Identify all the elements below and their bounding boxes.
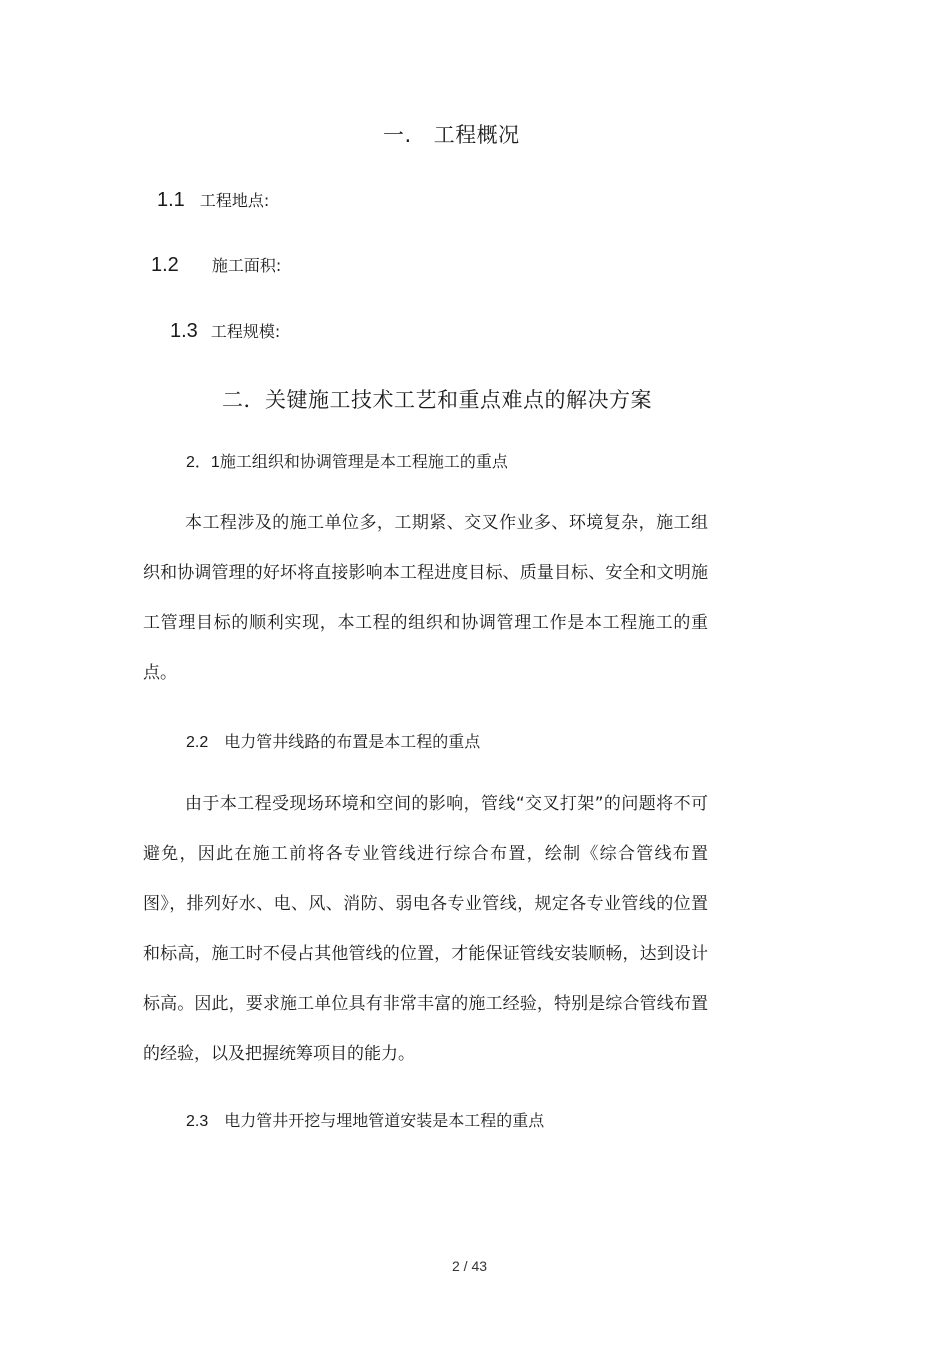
section-label: 工程地点: <box>199 191 270 210</box>
subsection-title: 施工组织和协调管理是本工程施工的重点 <box>219 452 508 471</box>
page-indicator: 2 / 43 <box>452 1258 488 1274</box>
subsection-heading <box>186 1108 544 1131</box>
subsection-number: 2．1 <box>186 454 220 471</box>
section-label: 工程规模: <box>210 322 281 341</box>
subsection-heading <box>186 729 480 752</box>
section-item <box>170 319 280 343</box>
section-number: 1.2 <box>151 254 179 276</box>
section-item <box>157 188 269 212</box>
chapter-title: 工程概况 <box>433 123 520 147</box>
subsection-number: 2.3 <box>186 1113 209 1130</box>
paragraph: 由于本工程受现场环境和空间的影响，管线“交叉打架”的问题将不可避免，因此在施工前将各专业管线进行综合布置，绘制《综合管线布置图》，排列好水、电、风、消防、弱电各专业管线，规定各专业管线的位置和标高，施工时不侵占其他管线的位置，才能保证管线安装顺畅，达到设计标高。因此，要求施工单位具有非常丰富的施工经验，特别是综合管线布置的经验，以及把握统筹项目的能力。 <box>143 794 708 1064</box>
section-item <box>151 253 281 277</box>
section-label: 施工面积: <box>211 256 282 275</box>
paragraph: 本工程涉及的施工单位多，工期紧、交叉作业多、环境复杂，施工组织和协调管理的好坏将直接影响本工程进度目标、质量目标、安全和文明施工管理目标的顺利实现，本工程的组织和协调管理工作是本工程施工的重点。 <box>143 513 708 683</box>
chapter-heading <box>383 119 520 149</box>
subsection-title: 电力管井线路的布置是本工程的重点 <box>224 732 481 751</box>
section-number: 1.1 <box>157 189 185 211</box>
chapter-number: 一. <box>383 123 412 147</box>
subsection-number: 2.2 <box>186 734 209 751</box>
section-number: 1.3 <box>170 320 198 342</box>
subsection-heading <box>186 449 508 472</box>
chapter-heading-2: 二．关键施工技术工艺和重点难点的解决方案 <box>222 388 652 412</box>
subsection-title: 电力管井开挖与埋地管道安装是本工程的重点 <box>224 1111 545 1130</box>
